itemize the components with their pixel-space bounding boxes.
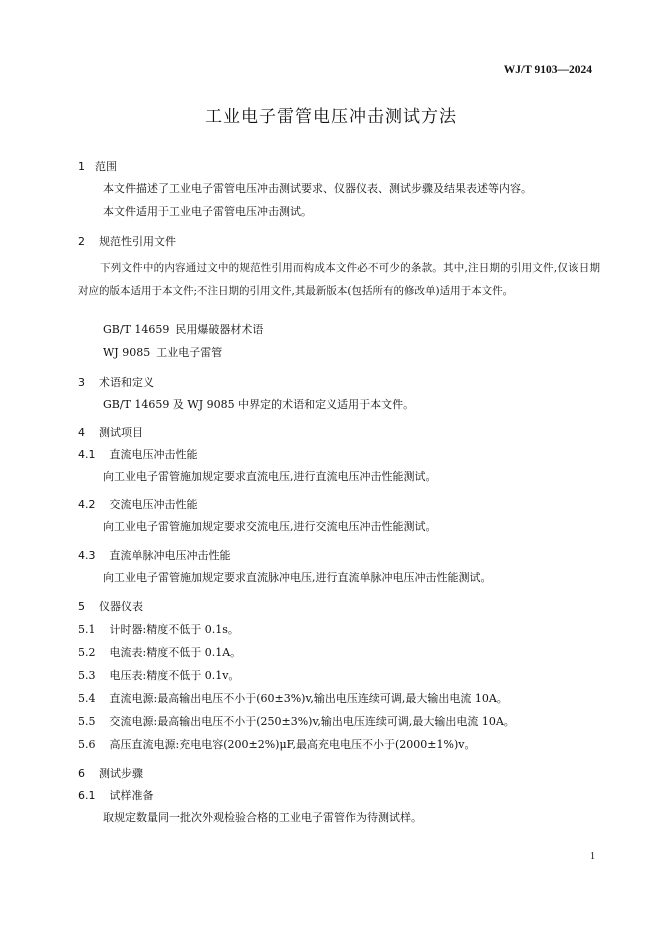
paragraph: 向工业电子雷管施加规定要求直流脉冲电压,进行直流单脉冲电压冲击性能测试。: [103, 571, 492, 584]
instrument-item: [78, 646, 241, 660]
reference-name: 民用爆破器材术语: [175, 323, 264, 336]
item-text: 直流电源:最高输出电压不小于(60±3%)v,输出电压连续可调,最大输出电流 10A。: [109, 692, 508, 705]
paragraph: 本文件描述了工业电子雷管电压冲击测试要求、仪器仪表、测试步骤及结果表述等内容。: [103, 182, 532, 195]
subsection-title: 直流单脉冲电压冲击性能: [109, 549, 231, 562]
section-number: 1: [78, 160, 85, 173]
subsection-heading: [78, 498, 198, 512]
section-4-heading: [78, 426, 143, 440]
item-text: 计时器:精度不低于 0.1s。: [109, 623, 239, 636]
item-number: 5.4: [78, 692, 96, 705]
subsection-heading: [78, 448, 198, 462]
item-text: 高压直流电源:充电电容(200±2%)μF,最高充电电压不小于(2000±1%)v。: [109, 738, 476, 751]
subsection-number: 4.2: [78, 498, 96, 511]
item-text: 交流电源:最高输出电压不小于(250±3%)v,输出电压连续可调,最大输出电流 10A。: [109, 715, 515, 728]
subsection-number: 4.1: [78, 448, 96, 461]
reference-code: GB/T 14659: [103, 323, 170, 336]
reference-item: [103, 323, 263, 337]
item-number: 5.6: [78, 738, 96, 751]
subsection-title: 交流电压冲击性能: [109, 498, 198, 511]
standard-code: WJ/T 9103—2024: [503, 64, 592, 76]
item-text: 电流表:精度不低于 0.1A。: [109, 646, 242, 659]
subsection-heading: [78, 549, 231, 563]
reference-code: WJ 9085: [103, 346, 151, 359]
section-title: 范围: [95, 160, 117, 173]
section-3-heading: [78, 376, 154, 390]
item-text: 电压表:精度不低于 0.1v。: [109, 669, 240, 682]
section-number: 2: [78, 235, 85, 248]
item-number: 5.1: [78, 623, 96, 636]
section-number: 3: [78, 376, 85, 389]
instrument-item: [78, 692, 508, 706]
section-2-heading: [78, 235, 176, 249]
paragraph: GB/T 14659 及 WJ 9085 中界定的术语和定义适用于本文件。: [103, 398, 415, 411]
subsection-title: 试样准备: [109, 789, 154, 802]
subsection-number: 4.3: [78, 549, 96, 562]
section-number: 5: [78, 600, 85, 613]
reference-item: [103, 346, 222, 360]
paragraph: 向工业电子雷管施加规定要求交流电压,进行交流电压冲击性能测试。: [103, 520, 437, 533]
subsection-number: 6.1: [78, 789, 96, 802]
section-5-heading: [78, 600, 143, 614]
subsection-title: 直流电压冲击性能: [109, 448, 198, 461]
section-title: 术语和定义: [99, 376, 154, 389]
instrument-item: [78, 715, 515, 729]
section-title: 仪器仪表: [99, 600, 143, 613]
instrument-item: [78, 669, 239, 683]
item-number: 5.5: [78, 715, 96, 728]
item-number: 5.3: [78, 669, 96, 682]
section-title: 规范性引用文件: [99, 235, 176, 248]
subsection-heading: [78, 789, 154, 803]
section-number: 4: [78, 426, 85, 439]
instrument-item: [78, 623, 239, 637]
page-number: 1: [590, 851, 595, 862]
section-title: 测试步骤: [99, 767, 143, 780]
section-6-heading: [78, 767, 143, 781]
reference-name: 工业电子雷管: [156, 346, 223, 359]
item-number: 5.2: [78, 646, 96, 659]
section-title: 测试项目: [99, 426, 143, 439]
normative-references-paragraph: 下列文件中的内容通过文中的规范性引用而构成本文件必不可少的条款。其中,注日期的引用文件,仅该日期对应的版本适用于本文件;不注日期的引用文件,其最新版本(包括所有的修改单)适用于本文件。: [78, 262, 600, 297]
section-1-heading: [78, 160, 117, 174]
paragraph: 本文件适用于工业电子雷管电压冲击测试。: [103, 205, 312, 218]
paragraph: 向工业电子雷管施加规定要求直流电压,进行直流电压冲击性能测试。: [103, 470, 437, 483]
paragraph: 取规定数量同一批次外观检验合格的工业电子雷管作为待测试样。: [103, 811, 422, 824]
document-title: 工业电子雷管电压冲击测试方法: [205, 107, 457, 127]
section-number: 6: [78, 767, 85, 780]
instrument-item: [78, 738, 475, 752]
